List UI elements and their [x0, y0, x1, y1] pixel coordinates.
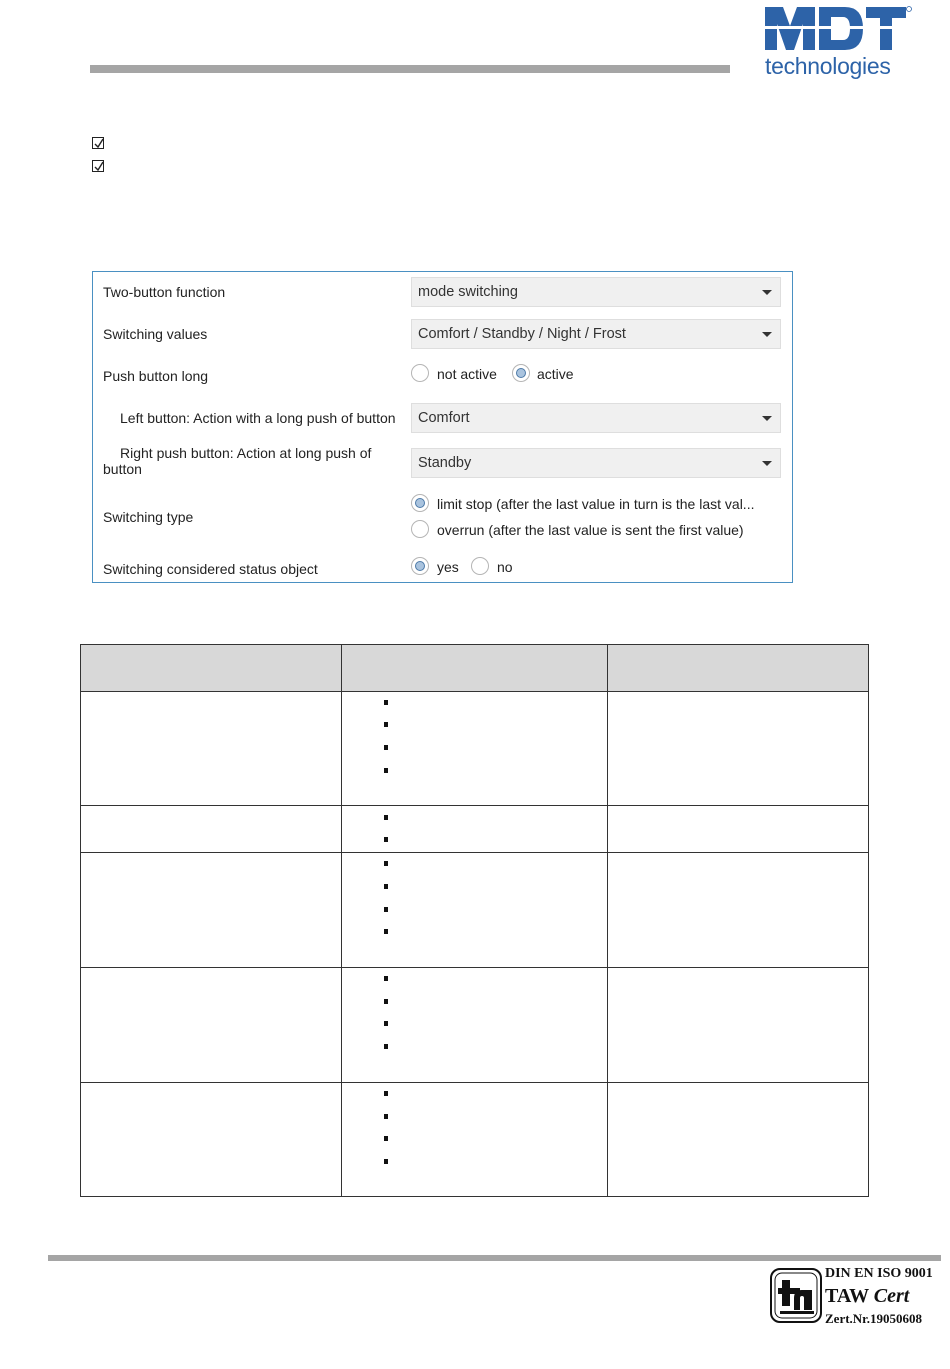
bullet-icon [384, 1114, 388, 1119]
table-row-divider [80, 852, 869, 853]
cert-number: Zert.Nr.19050608 [825, 1311, 923, 1326]
radio-not-active-label: not active [437, 366, 497, 382]
radio-not-active[interactable] [411, 364, 429, 382]
bullet-icon [384, 722, 388, 727]
radio-yes[interactable] [411, 557, 429, 575]
bullet-icon [384, 1044, 388, 1049]
radio-no[interactable] [471, 557, 489, 575]
right-button-long-value: Standby [418, 455, 472, 471]
table-column-divider [607, 644, 608, 1197]
bullet-icon [384, 837, 388, 842]
left-button-long-select[interactable] [411, 403, 781, 433]
header-rule [90, 65, 730, 73]
mdt-logo-mark-icon [765, 4, 915, 54]
left-button-long-value: Comfort [418, 410, 470, 426]
bullet-icon [384, 976, 388, 981]
right-button-long-label-line1: Right push button: Action at long push of [120, 445, 372, 461]
taw-cert-logo-icon [770, 1268, 822, 1323]
bullet-icon [384, 1159, 388, 1164]
bullet-icon [384, 1136, 388, 1141]
radio-limit-stop-label: limit stop (after the last value in turn is the last val... [437, 496, 755, 512]
radio-overrun-label: overrun (after the last value is sent the first value) [437, 522, 744, 538]
table-row-divider [80, 967, 869, 968]
two-button-function-value: mode switching [418, 284, 518, 300]
cert-standard: DIN EN ISO 9001 [825, 1266, 933, 1281]
chevron-down-icon [762, 461, 772, 466]
switching-type-label: Switching type [103, 509, 194, 525]
checkbox-icon [92, 137, 104, 149]
parameter-table [80, 644, 869, 1197]
cert-body-b: Cert [873, 1285, 910, 1307]
switching-values-label: Switching values [103, 326, 208, 342]
bullet-icon [384, 815, 388, 820]
radio-yes-label: yes [437, 559, 459, 575]
radio-active-label: active [537, 366, 574, 382]
two-button-function-select[interactable] [411, 277, 781, 307]
radio-no-label: no [497, 559, 513, 575]
bullet-icon [384, 884, 388, 889]
table-border [868, 644, 869, 1197]
bullet-icon [384, 999, 388, 1004]
table-border [80, 644, 869, 645]
bullet-icon [384, 700, 388, 705]
table-row-divider [80, 691, 869, 692]
bullet-icon [384, 745, 388, 750]
table-row-divider [80, 1082, 869, 1083]
two-button-function-label: Two-button function [103, 284, 226, 300]
switching-status-label: Switching considered status object [103, 561, 318, 577]
bullet-icon [384, 768, 388, 773]
bullet-icon [384, 861, 388, 866]
bullet-icon [384, 929, 388, 934]
cert-body-a: TAW [825, 1285, 869, 1307]
chevron-down-icon [762, 416, 772, 421]
radio-limit-stop[interactable] [411, 494, 429, 512]
cert-body [825, 1285, 909, 1308]
bullet-icon [384, 907, 388, 912]
chevron-down-icon [762, 290, 772, 295]
table-border [80, 644, 81, 1197]
footer-rule [48, 1255, 941, 1261]
table-header [80, 644, 869, 691]
switching-values-select[interactable] [411, 319, 781, 349]
left-button-long-label: Left button: Action with a long push of button [120, 410, 396, 426]
right-button-long-label-line2: button [103, 461, 142, 477]
radio-overrun[interactable] [411, 520, 429, 538]
push-button-long-label: Push button long [103, 368, 209, 384]
right-button-long-select[interactable] [411, 448, 781, 478]
table-column-divider [341, 644, 342, 1197]
checkbox-icon [92, 160, 104, 172]
table-border [80, 1196, 869, 1197]
table-row-divider [80, 805, 869, 806]
logo-text: technologies [765, 53, 891, 79]
radio-active[interactable] [512, 364, 530, 382]
chevron-down-icon [762, 332, 772, 337]
bullet-icon [384, 1021, 388, 1026]
bullet-icon [384, 1091, 388, 1096]
switching-values-value: Comfort / Standby / Night / Frost [418, 326, 626, 342]
mdt-logo [765, 4, 915, 80]
parameter-panel [92, 271, 793, 583]
